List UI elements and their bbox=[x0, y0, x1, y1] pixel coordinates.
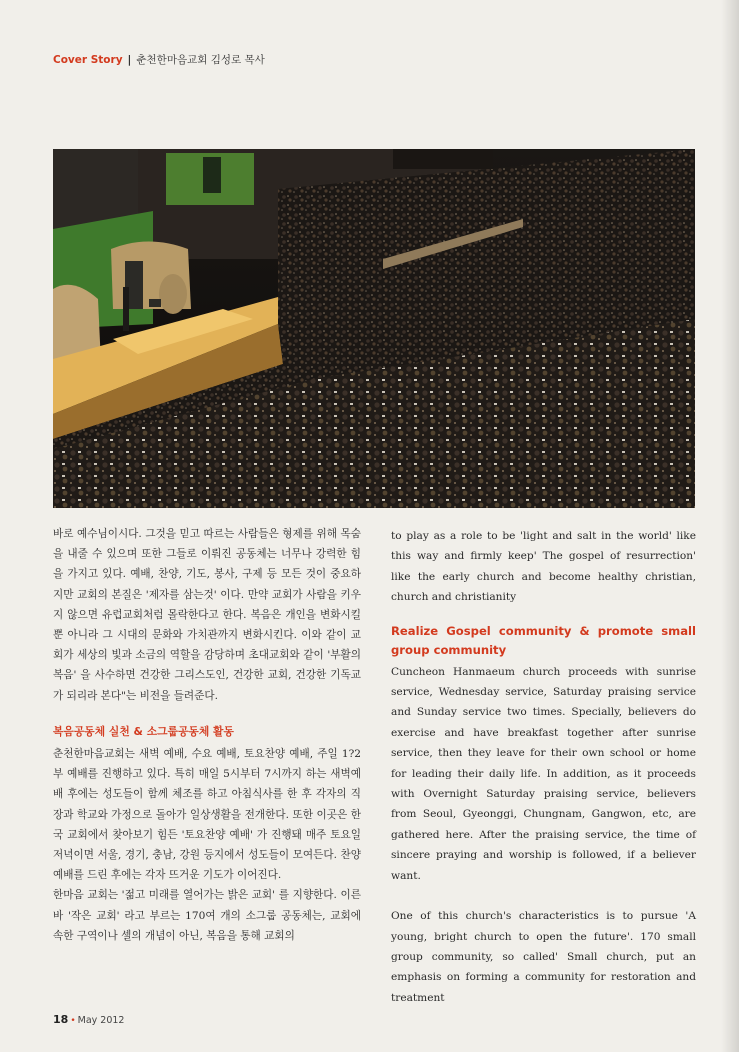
footer-bullet-icon: • bbox=[70, 1016, 76, 1026]
page-footer bbox=[53, 1013, 124, 1026]
header-separator: | bbox=[127, 54, 132, 66]
church-worship-photo bbox=[53, 149, 695, 508]
section-name: Cover Story bbox=[53, 54, 123, 66]
english-paragraph-2: Cuncheon Hanmaeum church proceeds with sunrise service, Wednesday service, Saturday praising service and Sunday service two times. Specially, believers do exercise and have breakfast together after sunrise service, then they leave for their own school or home for leading their daily life. In addition, as it proceeds with Overnight Saturday praising service, believers from Seoul, Gyeonggi, Chungnam, Gangwon, etc, are gathered here. After the praising service, the time of sincere praying and worship is followed, if a believer want. bbox=[391, 665, 696, 882]
page-edge-shadow bbox=[721, 0, 739, 1052]
korean-paragraph-3: 한마음 교회는 '젊고 미래를 열어가는 밝은 교회' 를 지향한다. 이른바 '작은 교회' 라고 부르는 170여 개의 소그룹 공동체는, 교회에 속한 구역이나 셀의 개념이 아닌, 복음을 통해 교회의 bbox=[53, 889, 361, 942]
header-subtitle: 춘천한마음교회 김성로 목사 bbox=[136, 54, 265, 66]
korean-paragraph-1: 바로 예수님이시다. 그것을 믿고 따르는 사람들은 형제를 위해 목숨을 내줄 수 있으며 또한 그들로 이뤄진 공동체는 너무나 강력한 힘을 가지고 있다. 예배, 찬양, 기도, 봉사, 구제 등 모든 것이 중요하지만 교회의 본질은 '제자를 삼는것' 이다. 만약 교회가 사람을 키우지 않으면 유럽교회처럼 몰락한다고 한다. 복음은 개인을 변화시킬 뿐 아니라 그 시대의 문화와 가치관까지 변화시킨다. 이와 같이 교회가 세상의 빛과 소금의 역할을 감당하며 초대교회와 같이 '부활의 복음' 을 사수하면 건강한 그리스도인, 건강한 교회, 건강한 기독교가 되리라 본다"는 비전을 들려준다. bbox=[53, 528, 361, 702]
photo-illustration bbox=[53, 149, 695, 508]
english-subheading: Realize Gospel community & promote small group community bbox=[391, 623, 696, 657]
english-paragraph-1: to play as a role to be 'light and salt in the world' like this way and firmly keep' The gospel of resurrection' like the early church and become healthy christian, church and christianity bbox=[391, 530, 696, 604]
korean-paragraph-2: 춘천한마음교회는 새벽 예배, 수요 예배, 토요찬양 예배, 주일 1?2부 예배를 진행하고 있다. 특히 매일 5시부터 7시까지 하는 새벽예배 후에는 성도들이 함께 체조를 하고 아침식사를 한 후 각자의 직장과 학교와 가정으로 돌아가 일상생활을 전개한다. 또한 이곳은 한국 교회에서 찾아보기 힘든 '토요찬양 예배' 가 진행돼 매주 토요일 저녁이면 서울, 경기, 충남, 강원 등지에서 성도들이 모여든다. 찬양예배를 드린 후에는 각자 뜨거운 기도가 이어진다. bbox=[53, 748, 361, 882]
english-column bbox=[391, 526, 696, 1008]
page-number: 18 bbox=[53, 1013, 69, 1026]
english-paragraph-3: One of this church's characteristics is to pursue 'A young, bright church to open the future'. 170 small group community, so called' Small church, put an emphasis on forming a community for restoration and treatment bbox=[391, 910, 696, 1004]
issue-date: May 2012 bbox=[77, 1015, 125, 1026]
korean-column bbox=[53, 524, 361, 946]
paragraph-gap bbox=[391, 886, 696, 906]
running-header bbox=[53, 52, 265, 67]
korean-subheading: 복음공동체 실천 & 소그룹공동체 활동 bbox=[53, 724, 234, 738]
